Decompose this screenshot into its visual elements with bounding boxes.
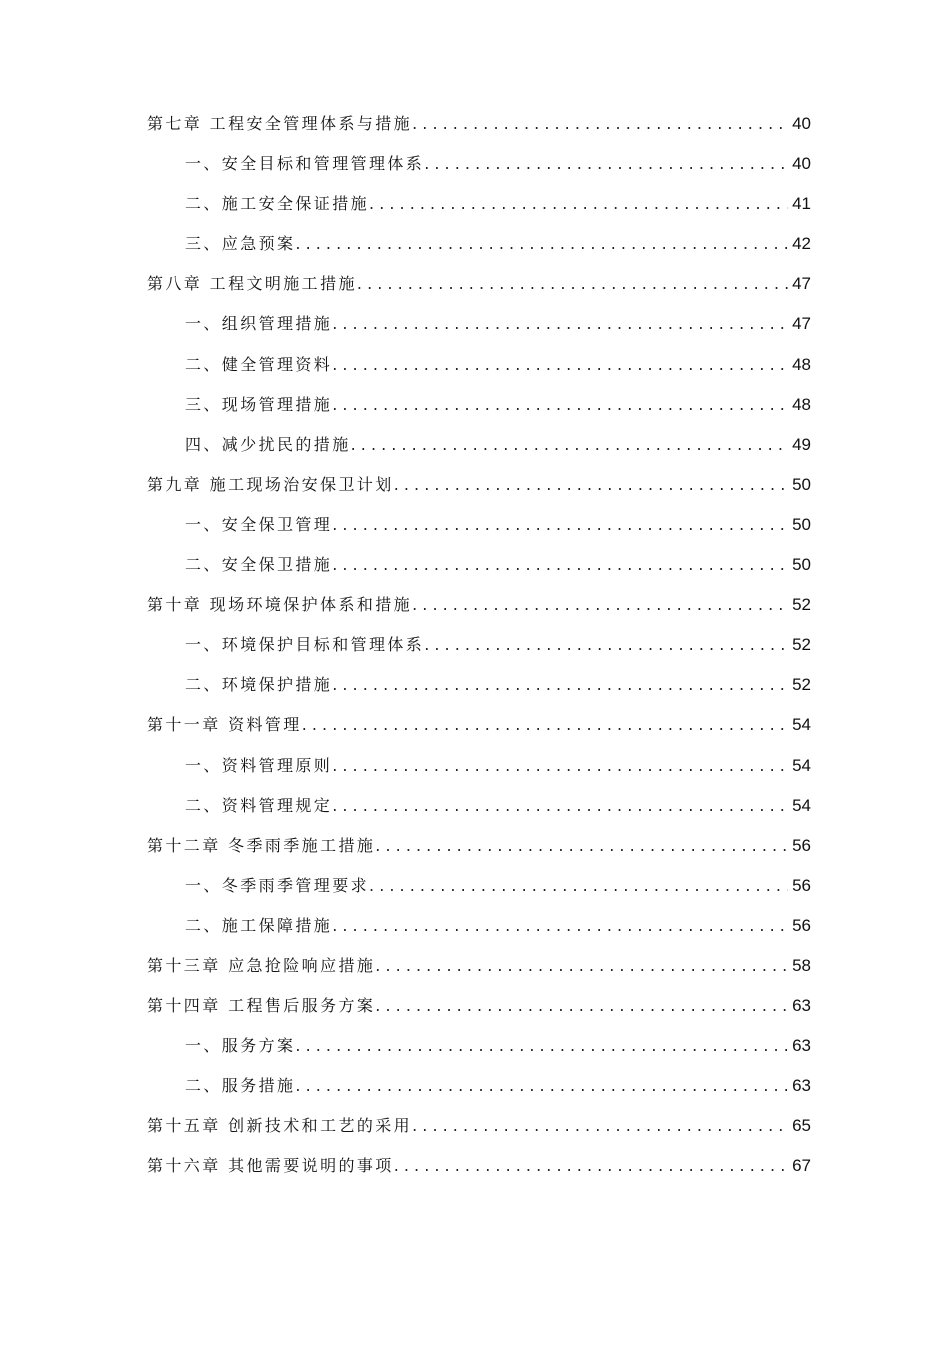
toc-entry-title: 第九章 施工现场治安保卫计划 — [147, 474, 394, 494]
toc-entry[interactable] — [147, 425, 811, 465]
dot-leader — [412, 585, 788, 625]
toc-entry[interactable] — [147, 986, 811, 1026]
dot-leader — [369, 866, 788, 906]
toc-entry-title: 一、资料管理原则 — [185, 755, 333, 775]
toc-entry-page: 54 — [792, 795, 811, 815]
toc-entry-title: 一、环境保护目标和管理体系 — [185, 635, 425, 655]
toc-entry[interactable] — [147, 545, 811, 585]
toc-entry-page: 47 — [792, 314, 811, 334]
toc-entry-title: 第七章 工程安全管理体系与措施 — [147, 114, 413, 133]
table-of-contents — [147, 104, 811, 1187]
toc-entry-title: 第十一章 资料管理 — [147, 715, 302, 735]
toc-entry-page: 49 — [792, 434, 811, 454]
toc-entry[interactable] — [147, 746, 811, 786]
toc-entry[interactable] — [147, 1146, 811, 1186]
toc-entry-page: 56 — [792, 915, 811, 935]
toc-entry-title: 一、安全保卫管理 — [185, 514, 333, 534]
toc-entry-page: 58 — [792, 955, 811, 975]
dot-leader — [424, 625, 788, 665]
toc-entry[interactable] — [147, 705, 811, 745]
toc-entry[interactable] — [147, 1066, 811, 1106]
dot-leader — [332, 505, 788, 545]
toc-entry[interactable] — [147, 625, 811, 665]
toc-entry-page: 52 — [792, 635, 811, 655]
toc-entry[interactable] — [147, 1106, 811, 1146]
toc-entry[interactable] — [147, 826, 811, 866]
toc-entry-title: 一、服务方案 — [185, 1036, 296, 1056]
toc-entry[interactable] — [147, 304, 811, 344]
toc-entry-page: 40 — [792, 154, 811, 174]
toc-entry-page: 54 — [792, 715, 811, 735]
dot-leader — [369, 184, 788, 224]
toc-entry-page: 56 — [792, 875, 811, 895]
dot-leader — [295, 224, 788, 264]
dot-leader — [332, 906, 788, 946]
toc-entry-page: 67 — [792, 1156, 811, 1176]
toc-entry[interactable] — [147, 946, 811, 986]
dot-leader — [332, 304, 788, 344]
toc-entry-title: 一、组织管理措施 — [185, 314, 333, 334]
dot-leader — [332, 665, 788, 705]
dot-leader — [332, 545, 788, 585]
toc-entry-page: 65 — [792, 1116, 811, 1136]
toc-entry-title: 四、减少扰民的措施 — [185, 434, 351, 454]
dot-leader — [332, 385, 788, 425]
toc-entry-title: 二、环境保护措施 — [185, 675, 333, 695]
toc-entry[interactable] — [147, 264, 811, 304]
toc-entry-page: 40 — [792, 114, 811, 133]
toc-entry-title: 第十五章 创新技术和工艺的采用 — [147, 1116, 413, 1136]
toc-entry-title: 三、应急预案 — [185, 234, 296, 254]
toc-entry-title: 二、安全保卫措施 — [185, 555, 333, 575]
dot-leader — [375, 986, 788, 1026]
toc-entry-page: 54 — [792, 755, 811, 775]
toc-entry-title: 第十章 现场环境保护体系和措施 — [147, 595, 413, 615]
toc-entry-title: 第十三章 应急抢险响应措施 — [147, 955, 376, 975]
toc-entry-page: 41 — [792, 194, 811, 214]
toc-entry-title: 一、安全目标和管理管理体系 — [185, 154, 425, 174]
toc-entry-title: 二、资料管理规定 — [185, 795, 333, 815]
dot-leader — [412, 104, 788, 144]
toc-entry-page: 50 — [792, 514, 811, 534]
toc-entry[interactable] — [147, 906, 811, 946]
dot-leader — [295, 1026, 788, 1066]
dot-leader — [375, 946, 788, 986]
dot-leader — [424, 144, 788, 184]
dot-leader — [394, 465, 788, 505]
toc-entry-page: 63 — [792, 1036, 811, 1056]
toc-entry-title: 二、施工安全保证措施 — [185, 194, 370, 214]
toc-entry-page: 50 — [792, 474, 811, 494]
toc-entry-page: 48 — [792, 354, 811, 374]
toc-entry[interactable] — [147, 866, 811, 906]
dot-leader — [295, 1066, 788, 1106]
dot-leader — [375, 826, 788, 866]
toc-entry[interactable] — [147, 345, 811, 385]
toc-entry-title: 二、服务措施 — [185, 1076, 296, 1096]
toc-entry-page: 42 — [792, 234, 811, 254]
toc-entry[interactable] — [147, 505, 811, 545]
toc-entry-title: 第十二章 冬季雨季施工措施 — [147, 835, 376, 855]
toc-entry[interactable] — [147, 144, 811, 184]
dot-leader — [332, 786, 788, 826]
toc-entry[interactable] — [147, 385, 811, 425]
toc-entry[interactable] — [147, 665, 811, 705]
toc-entry[interactable] — [147, 465, 811, 505]
toc-entry[interactable] — [147, 224, 811, 264]
toc-entry-page: 50 — [792, 555, 811, 575]
toc-entry-page: 52 — [792, 595, 811, 615]
dot-leader — [412, 1106, 788, 1146]
dot-leader — [351, 425, 788, 465]
toc-entry[interactable] — [147, 786, 811, 826]
dot-leader — [394, 1146, 788, 1186]
dot-leader — [332, 345, 788, 385]
toc-entry-page: 47 — [792, 274, 811, 294]
toc-entry[interactable] — [147, 585, 811, 625]
toc-entry-page: 56 — [792, 835, 811, 855]
toc-entry-title: 二、施工保障措施 — [185, 915, 333, 935]
toc-entry-title: 第八章 工程文明施工措施 — [147, 274, 357, 294]
dot-leader — [332, 746, 788, 786]
toc-entry[interactable] — [147, 1026, 811, 1066]
toc-entry-page: 52 — [792, 675, 811, 695]
toc-entry-page: 63 — [792, 1076, 811, 1096]
toc-entry-title: 第十四章 工程售后服务方案 — [147, 996, 376, 1016]
toc-entry[interactable] — [147, 184, 811, 224]
toc-entry-title: 三、现场管理措施 — [185, 394, 333, 414]
toc-entry-page: 48 — [792, 394, 811, 414]
toc-entry-title: 第十六章 其他需要说明的事项 — [147, 1156, 394, 1176]
dot-leader — [357, 264, 788, 304]
toc-entry-title: 二、健全管理资料 — [185, 354, 333, 374]
dot-leader — [302, 705, 788, 745]
toc-entry[interactable] — [147, 104, 811, 144]
toc-entry-title: 一、冬季雨季管理要求 — [185, 875, 370, 895]
toc-entry-page: 63 — [792, 996, 811, 1016]
